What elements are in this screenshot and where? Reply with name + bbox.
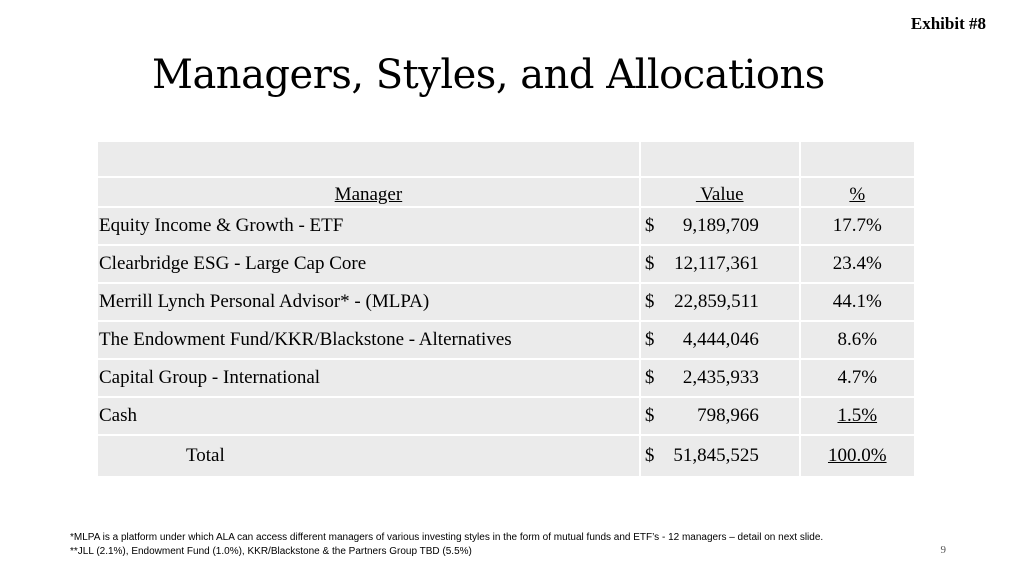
footnotes — [70, 531, 823, 559]
value-cell: $ 798,966 — [640, 397, 800, 435]
percent-cell: 17.7% — [800, 207, 915, 245]
total-label: Total — [97, 435, 640, 477]
page-title: Managers, Styles, and Allocations — [152, 52, 825, 98]
percent-cell: 23.4% — [800, 245, 915, 283]
manager-cell: Capital Group - International — [97, 359, 640, 397]
table-row — [97, 207, 915, 245]
percent-cell: 4.7% — [800, 359, 915, 397]
percent-cell: 1.5% — [800, 397, 915, 435]
manager-cell: Clearbridge ESG - Large Cap Core — [97, 245, 640, 283]
table-row — [97, 359, 915, 397]
table-header-row — [97, 177, 915, 207]
table-blank-row — [97, 141, 915, 177]
total-percent-cell: 100.0% — [800, 435, 915, 477]
value-cell: $ 9,189,709 — [640, 207, 800, 245]
table-total-row — [97, 435, 915, 477]
header-value: Value — [695, 184, 744, 205]
percent-cell: 8.6% — [800, 321, 915, 359]
footnote-jll: **JLL (2.1%), Endowment Fund (1.0%), KKR/Blackstone & the Partners Group TBD (5.5%) — [70, 546, 472, 557]
allocations-table — [96, 140, 916, 478]
manager-cell: Equity Income & Growth - ETF — [97, 207, 640, 245]
value-cell: $ 2,435,933 — [640, 359, 800, 397]
exhibit-label: Exhibit #8 — [910, 14, 986, 33]
manager-cell: Merrill Lynch Personal Advisor* - (MLPA) — [97, 283, 640, 321]
total-value-cell: $ 51,845,525 — [640, 435, 800, 477]
table-row — [97, 397, 915, 435]
table-row — [97, 245, 915, 283]
footnote-mlpa: *MLPA is a platform under which ALA can access different managers of various investing styles in the form of mutual funds and ETF’s - 12 managers – detail on next slide. — [70, 532, 824, 543]
manager-cell: The Endowment Fund/KKR/Blackstone - Alternatives — [97, 321, 640, 359]
table-row — [97, 321, 915, 359]
manager-cell: Cash — [97, 397, 640, 435]
header-percent: % — [849, 184, 866, 205]
percent-cell: 44.1% — [800, 283, 915, 321]
value-cell: $ 12,117,361 — [640, 245, 800, 283]
value-cell: $ 22,859,511 — [640, 283, 800, 321]
table-row — [97, 283, 915, 321]
header-manager: Manager — [334, 184, 403, 205]
value-cell: $ 4,444,046 — [640, 321, 800, 359]
page-number: 9 — [940, 544, 946, 556]
